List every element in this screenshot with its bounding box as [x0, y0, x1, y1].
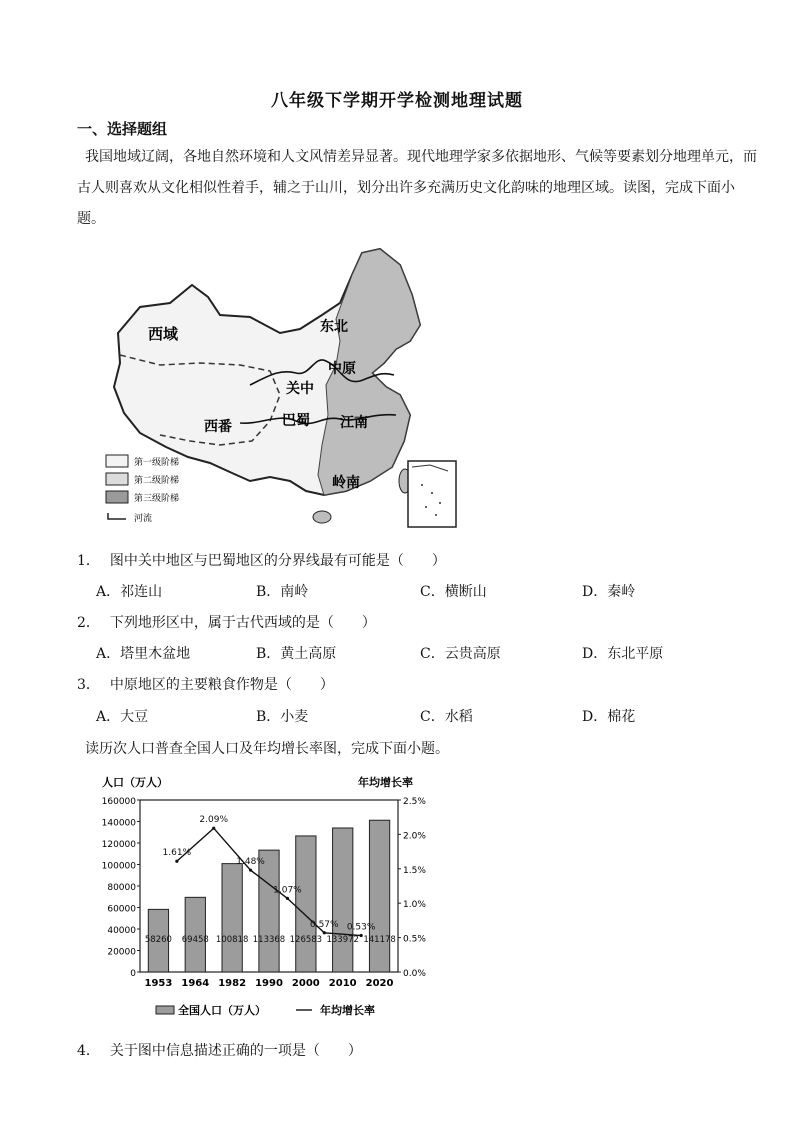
q1-option-a[interactable]: A．祁连山	[96, 584, 163, 600]
legend-swatch-step3	[106, 491, 128, 503]
y2-tick-label: 1.5%	[403, 865, 426, 876]
legend-label-step2: 第二级阶梯	[134, 476, 180, 486]
q1-option-d[interactable]: D．秦岭	[582, 584, 636, 600]
y2-tick-label: 2.0%	[403, 831, 426, 842]
x-tick-label: 1990	[255, 978, 283, 989]
region-label-zhongyuan: 中原	[328, 361, 356, 377]
x-tick-label: 1964	[181, 978, 210, 989]
map-legend	[106, 455, 179, 524]
population-bar	[296, 836, 316, 972]
population-bar-label: 126583	[289, 935, 323, 945]
legend-label-river: 河流	[134, 514, 153, 524]
question-4-number: 4．	[77, 1043, 100, 1059]
section-heading: 一、选择题组	[77, 120, 168, 138]
china-map	[100, 245, 480, 535]
y2-tick-label: 0.0%	[403, 969, 426, 979]
question-3	[77, 674, 334, 694]
growth-rate-point	[175, 860, 178, 863]
q3-option-c[interactable]: C．水稻	[420, 709, 473, 725]
legend-swatch-population	[156, 1006, 174, 1014]
region-label-guanzhong: 关中	[286, 381, 314, 397]
intro-paragraph: 我国地域辽阔，各地自然环境和人文风情差异显著。现代地理学家多依据地形、气候等要素划分地理单元，而古人则喜欢从文化相似性着手，辅之于山川，划分出许多充满历史文化韵味的地理区域。读图，完成下面小题。	[77, 149, 757, 227]
region-label-xiyu: 西域	[148, 325, 179, 343]
y-tick-label: 120000	[101, 840, 136, 850]
growth-rate-point	[286, 897, 289, 900]
question-2-text: 下列地形区中，属于古代西域的是（ ）	[109, 615, 376, 631]
legend-label-step3: 第三级阶梯	[134, 494, 180, 504]
population-bar-label: 100818	[215, 935, 249, 945]
growth-rate-point	[212, 827, 215, 830]
population-chart	[100, 770, 426, 1020]
growth-rate-label: 2.09%	[199, 815, 229, 826]
intro-2: 读历次人口普查全国人口及年均增长率图，完成下面小题。	[85, 741, 449, 757]
q2-option-a[interactable]: A．塔里木盆地	[96, 646, 191, 662]
question-2	[77, 612, 376, 632]
y-tick-label: 100000	[101, 861, 136, 872]
q2-option-c[interactable]: C．云贵高原	[420, 646, 501, 662]
y-tick-label: 140000	[101, 818, 136, 829]
y-axis-title: 人口（万人）	[102, 776, 168, 789]
q3-option-a[interactable]: A．大豆	[96, 709, 149, 725]
region-label-xifan: 西番	[204, 419, 232, 435]
legend-swatch-river	[108, 513, 126, 519]
population-bar-label: 113368	[252, 935, 286, 945]
region-label-lingnan: 岭南	[332, 475, 360, 491]
x-tick-label: 2020	[365, 978, 394, 989]
y-tick-label: 60000	[107, 904, 136, 915]
q1-option-b[interactable]: B．南岭	[256, 584, 309, 600]
q3-option-d[interactable]: D．棉花	[582, 709, 636, 725]
question-1-number: 1．	[77, 553, 100, 569]
question-3-text: 中原地区的主要粮食作物是（ ）	[109, 677, 334, 693]
q3-option-b[interactable]: B．小麦	[256, 709, 309, 725]
growth-rate-point	[360, 934, 363, 937]
region-label-dongbei: 东北	[320, 319, 348, 335]
population-bar	[222, 864, 242, 972]
population-bar-label: 58260	[144, 935, 172, 945]
y-tick-label: 40000	[107, 926, 136, 936]
y2-axis-title: 年均增长率	[358, 776, 413, 789]
legend-swatch-step2	[106, 473, 128, 485]
y-tick-label: 80000	[107, 883, 136, 893]
y2-tick-label: 2.5%	[403, 797, 426, 807]
population-bar	[259, 850, 279, 972]
page-title: 八年级下学期开学检测地理试题	[271, 91, 523, 111]
q1-option-c[interactable]: C．横断山	[420, 584, 487, 600]
y2-tick-label: 1.0%	[403, 900, 426, 911]
population-bar-label: 141178	[363, 935, 396, 945]
question-2-number: 2．	[77, 615, 100, 631]
question-3-number: 3．	[77, 677, 100, 693]
x-tick-label: 1953	[144, 978, 173, 989]
population-bar	[369, 820, 389, 972]
growth-rate-label: 1.07%	[273, 885, 302, 896]
growth-rate-label: 1.48%	[236, 857, 265, 868]
legend-label-growth: 年均增长率	[320, 1004, 375, 1017]
population-bar-label: 133972	[326, 935, 359, 945]
population-bar-label: 69458	[181, 935, 209, 945]
hainan-island	[313, 511, 331, 523]
growth-rate-point	[323, 931, 326, 934]
region-label-jiangnan: 江南	[340, 415, 368, 431]
legend-label-population: 全国人口（万人）	[178, 1004, 266, 1017]
region-label-bashu: 巴蜀	[282, 413, 310, 429]
question-1	[77, 550, 446, 570]
x-tick-label: 1982	[218, 978, 247, 989]
question-4	[77, 1040, 362, 1060]
q2-option-b[interactable]: B．黄土高原	[256, 646, 337, 662]
question-4-text: 关于图中信息描述正确的一项是（ ）	[109, 1043, 362, 1059]
x-tick-label: 2010	[328, 978, 357, 989]
growth-rate-label: 0.57%	[309, 919, 339, 930]
y-tick-label: 20000	[107, 947, 136, 958]
question-1-text: 图中关中地区与巴蜀地区的分界线最有可能是（ ）	[109, 553, 446, 569]
y2-tick-label: 0.5%	[403, 934, 426, 945]
q2-option-d[interactable]: D．东北平原	[582, 646, 664, 662]
legend-swatch-step1	[106, 455, 128, 467]
legend-label-step1: 第一级阶梯	[134, 458, 180, 468]
y-tick-label: 0	[130, 969, 136, 979]
growth-rate-label: 0.53%	[346, 922, 376, 933]
growth-rate-label: 1.61%	[162, 848, 192, 859]
y-tick-label: 160000	[101, 797, 136, 807]
growth-rate-point	[249, 869, 252, 872]
population-bar	[333, 828, 353, 972]
x-tick-label: 2000	[291, 978, 320, 989]
